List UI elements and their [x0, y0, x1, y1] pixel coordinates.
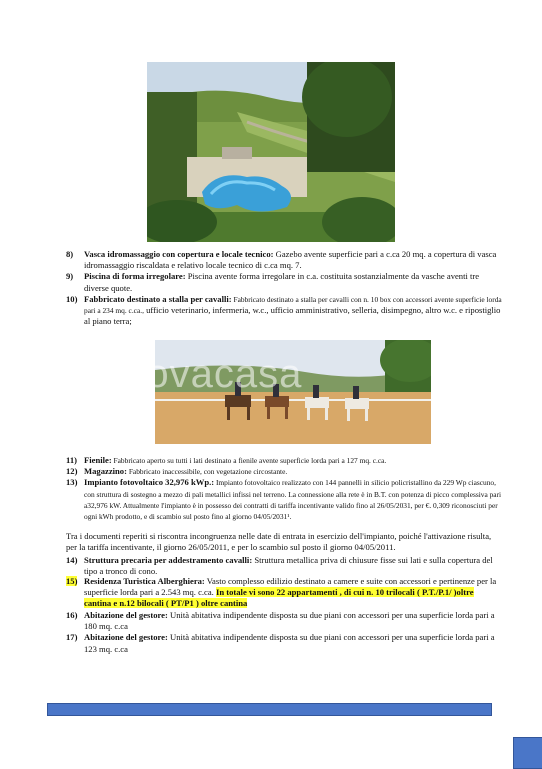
list-item: 10) Fabbricato destinato a stalla per cavalli: Fabbricato destinato a stalla per cavalli con n. 10 box con accessori avente superficie lorda pari a 234 mq. c.ca., ufficio veterinario, infermeria, w.c., ufficio amministrativo, selleria, disimpegno, altro w.c. e ripostiglio al piano terra;	[66, 293, 502, 327]
items-8-10	[66, 249, 502, 327]
list-item: 11) Fienile: Fabbricato aperto su tutti i lati destinato a fienile avente superficie lorda pari a 127 mq. c.ca.	[66, 455, 387, 465]
items-16-17	[66, 610, 502, 655]
item-15	[66, 576, 502, 610]
items-11-13	[66, 455, 502, 522]
list-item: 17) Abitazione del gestore: Unità abitativa indipendente disposta su due piani con accessori per una superficie lorda pari a 123 mq. c.ca	[66, 632, 495, 654]
list-item: 16) Abitazione del gestore: Unità abitativa indipendente disposta su due piani con accessori per una superficie lorda pari a 180 mq. c.ca	[66, 610, 495, 632]
list-item: 13) Impianto fotovoltaico 32,976 kWp.: Impianto fotovoltaico realizzato con 144 pannelli in silicio policristallino da 229 Wp ciascuno, con struttura di sostegno a mezzo di pali metallici infissi nel terreno. La connessione alla rete è in B.T. con potenza di picco complessiva pari a32,976 kW. Attualmente l'impianto è in possesso dei contratti di tariffa incentivante valido fino al 26/05/2031, per €. 0,309 riconosciuti per ogni kWh prodotto, e di scambio sul posto fino al giorno 04/05/2031¹.	[66, 477, 502, 522]
highlighted-text: In totale vi sono 22 appartamenti , di cui n. 10 trilocali ( P.T./P.1/ )oltre cantina e n.12 bilocali ( PT/P1 ) oltre cantina	[84, 587, 474, 609]
watermark: trovacasa	[120, 352, 303, 396]
list-item: 14) Struttura precaria per addestramento cavalli: Struttura metallica priva di chiusure fisse sui lati e sulla copertura del tipo a tronco di cono.	[66, 555, 493, 577]
list-item: 9) Piscina di forma irregolare: Piscina avente forma irregolare in c.a. costituita sostanzialmente da vasche aventi tre diverse quote.	[66, 271, 480, 293]
pool-landscape-photo	[147, 62, 395, 242]
list-item: 15) Residenza Turistica Alberghiera: Vasto complesso edilizio destinato a camere e suite con accessori e pertinenze per la superficie lorda pari a 2.543 mq. c.ca. In totale vi sono 22 appartamenti , di cui n. 10 trilocali ( P.T./P.1/ )oltre cantina e n.12 bilocali ( PT/P1 ) oltre cantina	[66, 576, 497, 609]
page-number-box	[513, 737, 542, 769]
item-14	[66, 555, 502, 577]
list-item: 8) Vasca idromassaggio con copertura e locale tecnico: Gazebo avente superficie pari a c.ca 20 mq. a copertura di vasca idromassaggio riscaldata e relativo locale tecnico di c.ca mq. 7.	[66, 249, 497, 271]
list-item: 12) Magazzino: Fabbricato inaccessibile, con vegetazione circostante.	[66, 466, 288, 477]
note-paragraph: Tra i documenti reperiti si riscontra incongruenza nelle date di entrata in esercizio dell'impianto, poiché l'attivazione risulta, per la tariffa incentivante, il giorno 26/05/2011, e per lo scambio sul posto il giorno 04/05/2011.	[66, 531, 492, 553]
footer-bar	[47, 703, 492, 716]
